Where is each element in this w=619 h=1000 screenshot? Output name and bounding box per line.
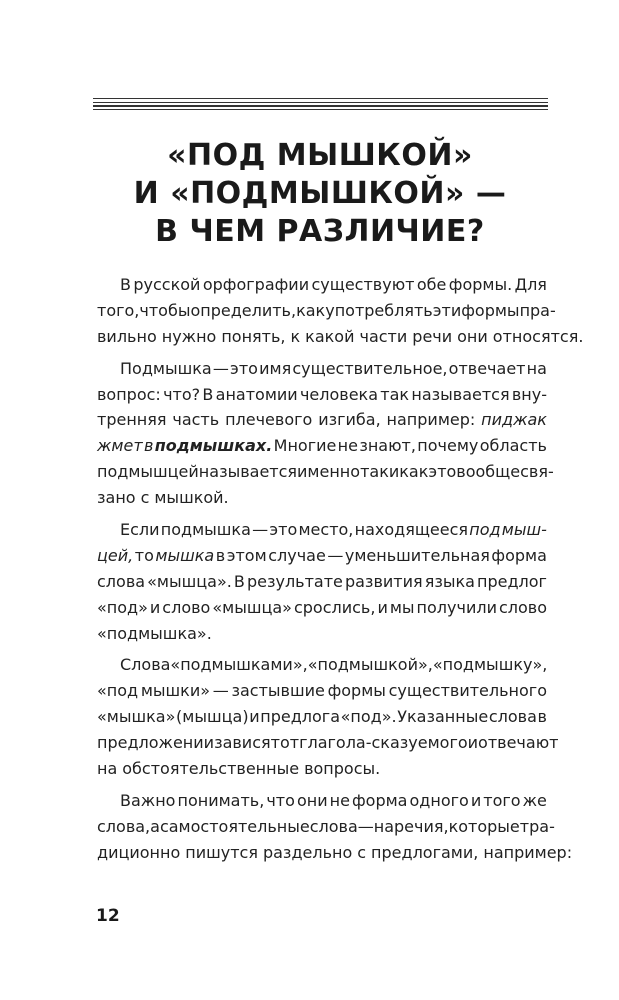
text-line xyxy=(97,756,547,782)
word: Многие xyxy=(273,436,337,456)
word: анатомии xyxy=(215,384,298,404)
word: — xyxy=(327,545,344,565)
word: область xyxy=(479,436,547,456)
word: не xyxy=(337,436,358,456)
word: в xyxy=(537,707,547,727)
word: срослись, xyxy=(293,597,376,617)
word: и xyxy=(388,462,400,482)
word: Подмышка xyxy=(120,358,212,378)
word: знают, xyxy=(359,436,416,456)
title-line-3: В ЧЕМ РАЗЛИЧИЕ? xyxy=(155,214,485,249)
word: с xyxy=(140,488,150,508)
paragraph-4 xyxy=(97,652,559,781)
word: употреблять xyxy=(325,300,433,320)
word: имя xyxy=(259,358,292,378)
word: орфографии xyxy=(202,275,310,294)
word: существительного xyxy=(388,681,547,701)
word: слово xyxy=(498,597,547,617)
word: жмет xyxy=(97,436,143,456)
word: обе xyxy=(416,275,447,294)
word: плечевого xyxy=(225,410,313,430)
word: какой xyxy=(305,326,355,346)
word: Важно xyxy=(120,790,176,810)
word: мышка xyxy=(155,545,215,565)
word: пиджак xyxy=(481,410,547,430)
word: застывшие xyxy=(231,681,325,701)
word: раздельно xyxy=(262,842,353,862)
word: так xyxy=(380,384,410,404)
word: (мышца) xyxy=(176,707,249,727)
word: в xyxy=(215,545,226,565)
text-line xyxy=(97,569,547,595)
word: что? xyxy=(163,384,201,404)
word: а xyxy=(150,816,160,836)
word: зано xyxy=(97,488,136,508)
word: понимать, xyxy=(177,790,265,810)
word: как xyxy=(296,300,326,320)
word: это xyxy=(428,462,457,482)
word: мышцей xyxy=(128,462,199,482)
word: «под». xyxy=(340,707,397,727)
word: «мышца» xyxy=(212,597,292,617)
word: под xyxy=(97,462,129,482)
text-line xyxy=(97,298,556,324)
word: этом xyxy=(226,545,267,565)
word: форма xyxy=(491,545,547,565)
word: на xyxy=(526,358,547,378)
word: уменьшительная xyxy=(344,545,490,565)
text-line xyxy=(97,324,584,350)
word: вопросы. xyxy=(304,759,381,779)
rule-line xyxy=(93,102,548,103)
word: называется xyxy=(198,462,298,482)
word: нужно xyxy=(161,326,217,346)
word: в xyxy=(143,436,154,456)
word: это xyxy=(230,358,258,378)
word: под xyxy=(469,520,501,540)
rule-line xyxy=(93,98,548,99)
word: и xyxy=(377,597,388,617)
text-line xyxy=(97,730,559,756)
word: пра- xyxy=(519,300,556,320)
text-line xyxy=(97,678,547,704)
word: они xyxy=(296,790,328,810)
word: случае xyxy=(268,545,326,565)
word: и xyxy=(470,790,482,810)
word: тренняя xyxy=(97,410,167,430)
word: результате xyxy=(246,571,343,591)
word: мыш- xyxy=(501,520,547,540)
word: формы. xyxy=(448,275,513,294)
chapter-title xyxy=(60,137,580,251)
text-line xyxy=(97,382,547,408)
text-line xyxy=(97,272,547,298)
word: «под xyxy=(432,655,474,675)
word: «под xyxy=(170,655,212,675)
word: формы xyxy=(327,681,386,701)
paragraph-5 xyxy=(97,788,573,866)
word: мышку», xyxy=(473,655,548,675)
word: части xyxy=(359,326,408,346)
text-line xyxy=(97,652,547,678)
word: то xyxy=(134,545,154,565)
word: вильно xyxy=(97,326,157,346)
rule-line xyxy=(93,109,548,110)
paragraph-1 xyxy=(97,272,584,350)
word: свя- xyxy=(520,462,554,482)
word: обстоятельственные xyxy=(122,759,300,779)
word: изгиба, xyxy=(318,410,381,430)
text-line xyxy=(97,407,547,433)
word: Если xyxy=(120,520,160,540)
word: именно xyxy=(297,462,361,482)
word: мышками», xyxy=(211,655,308,675)
word: наречия, xyxy=(373,816,449,836)
word: Для xyxy=(514,275,547,294)
word: — xyxy=(212,681,229,701)
word: развития xyxy=(344,571,423,591)
word: глагола-сказуемого xyxy=(299,733,468,753)
word: слово xyxy=(162,597,211,617)
word: форма xyxy=(351,790,408,810)
word: понять, xyxy=(221,326,286,346)
text-line xyxy=(97,485,547,511)
word: В xyxy=(120,275,131,294)
word: слова xyxy=(488,707,537,727)
word: мышкой. xyxy=(154,488,229,508)
word: мы xyxy=(389,597,415,617)
word: формы xyxy=(461,300,520,320)
word: и xyxy=(249,707,260,727)
text-line xyxy=(97,433,547,459)
text-line xyxy=(97,788,547,814)
word: слова xyxy=(309,816,358,836)
text-line xyxy=(97,840,573,866)
word: часть xyxy=(172,410,220,430)
rule-line xyxy=(93,105,548,106)
paragraph-3 xyxy=(97,517,547,646)
word: Указанные xyxy=(397,707,489,727)
word: это xyxy=(269,520,298,540)
text-line xyxy=(97,543,547,569)
word: например: xyxy=(386,410,476,430)
word: почему xyxy=(417,436,479,456)
word: которые xyxy=(448,816,520,836)
word: не xyxy=(329,790,350,810)
word: получили xyxy=(416,597,497,617)
word: существуют xyxy=(311,275,415,294)
word: предлогами, xyxy=(371,842,479,862)
word: и xyxy=(149,597,161,617)
body-text xyxy=(97,272,584,872)
word: «под xyxy=(307,655,349,675)
title-line-2: И «ПОДМЫШКОЙ» — xyxy=(133,176,507,211)
word: цей, xyxy=(97,545,134,565)
word: самостоятельные xyxy=(159,816,310,836)
word: — xyxy=(252,520,269,540)
word: вообще xyxy=(456,462,521,482)
word: место, xyxy=(298,520,354,540)
word: В xyxy=(233,571,245,591)
word: определить, xyxy=(190,300,297,320)
text-line xyxy=(97,517,547,543)
word: так xyxy=(360,462,389,482)
word: мышкой», xyxy=(348,655,433,675)
word: предлога xyxy=(260,707,340,727)
word: существительное, xyxy=(292,358,448,378)
word: вну- xyxy=(511,384,547,404)
word: языка xyxy=(424,571,475,591)
word: — xyxy=(357,816,374,836)
word: к xyxy=(290,326,301,346)
word: и xyxy=(467,733,479,753)
word: относятся. xyxy=(492,326,584,346)
word: предложении xyxy=(97,733,215,753)
word: зависят xyxy=(214,733,280,753)
text-line xyxy=(97,595,547,621)
word: диционно xyxy=(97,842,181,862)
word: речи xyxy=(412,326,453,346)
word: слова xyxy=(97,571,146,591)
header-rules xyxy=(93,98,548,112)
word: «подмышка». xyxy=(97,623,212,643)
word: отвечают xyxy=(478,733,559,753)
word: человека xyxy=(299,384,379,404)
word: от xyxy=(279,733,300,753)
text-line xyxy=(97,621,547,647)
word: чтобы xyxy=(139,300,191,320)
word: мышки» xyxy=(140,681,211,701)
word: пишутся xyxy=(185,842,258,862)
text-line xyxy=(97,459,554,485)
word: того xyxy=(483,790,521,810)
word: «под xyxy=(97,681,139,701)
word: русской xyxy=(133,275,201,294)
word: они xyxy=(457,326,488,346)
paragraph-2 xyxy=(97,356,554,511)
word: называется xyxy=(411,384,510,404)
text-line xyxy=(97,814,555,840)
word: «под» xyxy=(97,597,148,617)
word: предлог xyxy=(477,571,547,591)
word: же xyxy=(522,790,547,810)
word: эти xyxy=(432,300,462,320)
word: Слова xyxy=(120,655,171,675)
word: В xyxy=(202,384,214,404)
word: подмышках. xyxy=(154,436,273,456)
word: на xyxy=(97,759,118,779)
word: «мышца». xyxy=(147,571,232,591)
word: слова, xyxy=(97,816,151,836)
word: — xyxy=(212,358,229,378)
title-line-1: «ПОД МЫШКОЙ» xyxy=(167,138,473,173)
word: тра- xyxy=(519,816,555,836)
text-line xyxy=(97,356,547,382)
word: того, xyxy=(97,300,140,320)
word: отвечает xyxy=(448,358,526,378)
word: подмышка xyxy=(160,520,251,540)
word: одного xyxy=(409,790,469,810)
text-line xyxy=(97,704,547,730)
page-number: 12 xyxy=(96,906,120,926)
word: например: xyxy=(483,842,573,862)
word: как xyxy=(399,462,429,482)
word: находящееся xyxy=(354,520,469,540)
word: что xyxy=(266,790,295,810)
word: с xyxy=(357,842,367,862)
word: вопрос: xyxy=(97,384,161,404)
word: «мышка» xyxy=(97,707,176,727)
